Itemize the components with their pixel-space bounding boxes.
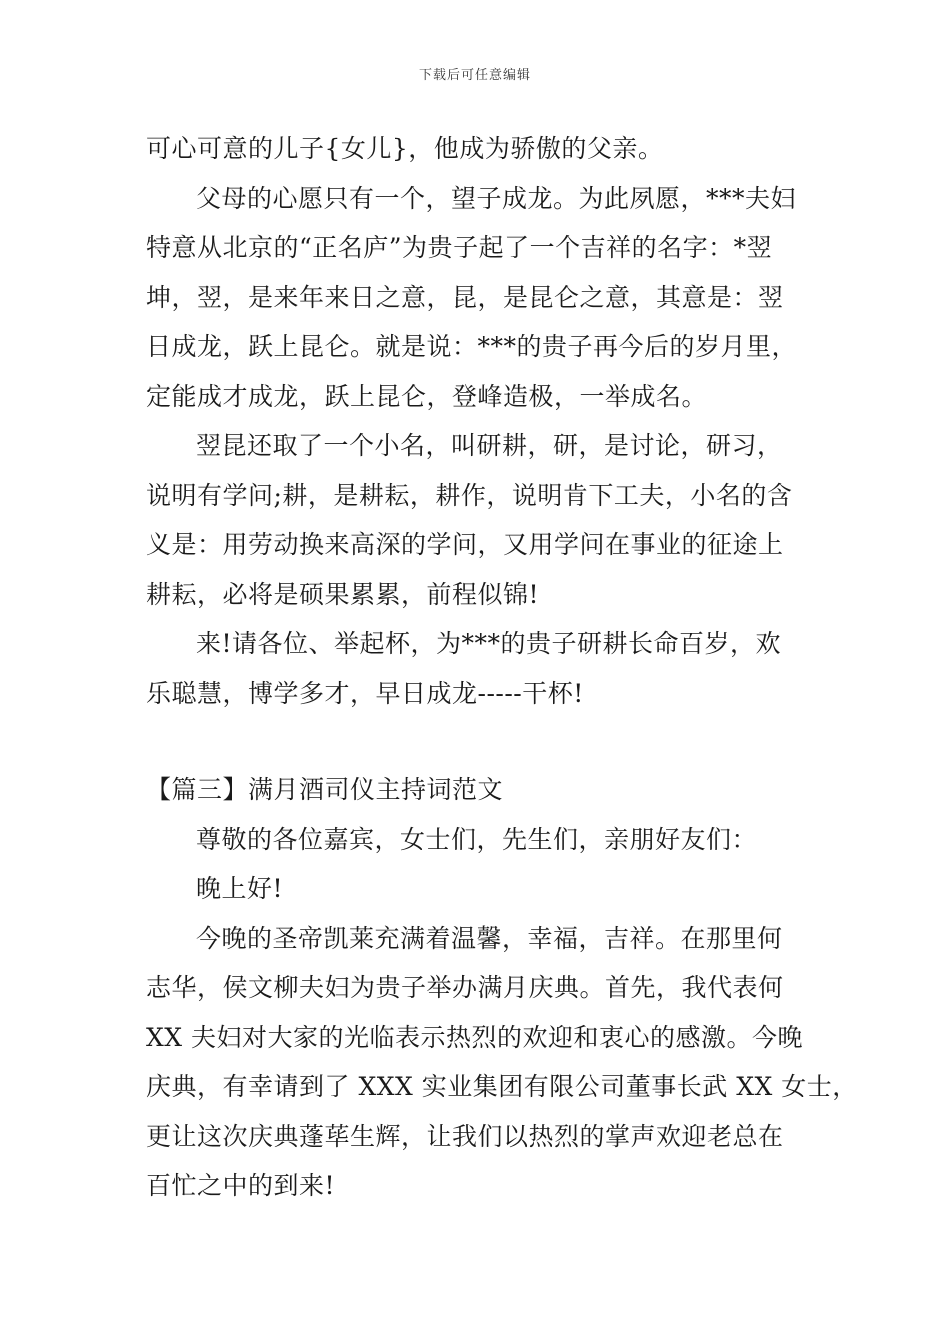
paragraph-line: 尊敬的各位嘉宾，女士们，先生们，亲朋好友们： <box>196 824 758 854</box>
paragraph-line: 耕耘，必将是硕果累累，前程似锦! <box>146 579 540 609</box>
paragraph-line: 今晚的圣帝凯莱充满着温馨，幸福，吉祥。在那里何 <box>196 923 783 953</box>
paragraph-line: 义是：用劳动换来高深的学问，又用学问在事业的征途上 <box>146 530 784 559</box>
paragraph-line: 翌昆还取了一个小名，叫研耕，研，是讨论，研习， <box>196 431 783 460</box>
paragraph-line: 更让这次庆典蓬荜生辉，让我们以热烈的掌声欢迎老总在 <box>146 1121 784 1151</box>
section-spacer <box>146 718 846 765</box>
paragraph-line: 乐聪慧，博学多才，早日成龙-----干杯! <box>146 678 584 708</box>
page-header: 下载后可任意编辑 <box>418 68 531 83</box>
paragraph-line: 晚上好! <box>196 874 284 903</box>
paragraph-line: 日成龙，跃上昆仑。就是说：***的贵子再今后的岁月里， <box>146 332 798 361</box>
paragraph-line: 说明有学问;耕，是耕耘，耕作，说明肯下工夫，小名的含 <box>146 480 793 510</box>
paragraph-line: 定能成才成龙，跃上昆仑，登峰造极，一举成名。 <box>146 381 708 411</box>
paragraph-line: 坤，翌，是来年来日之意，昆，是昆仑之意，其意是：翌 <box>146 282 784 312</box>
section-heading: 【篇三】满月酒司仪主持词范文 <box>146 775 504 804</box>
paragraph-line: 来!请各位、举起杯，为***的贵子研耕长命百岁，欢 <box>196 629 782 658</box>
paragraph-line: 百忙之中的到来! <box>146 1171 336 1200</box>
paragraph-line: XX 夫妇对大家的光临表示热烈的欢迎和衷心的感激。今晚 <box>146 1022 804 1052</box>
paragraph-line: 可心可意的儿子{女儿}，他成为骄傲的父亲。 <box>146 134 664 163</box>
paragraph-line: 特意从北京的“正名庐”为贵子起了一个吉祥的名字：*翌 <box>146 233 773 262</box>
paragraph-line: 父母的心愿只有一个，望子成龙。为此夙愿，***夫妇 <box>196 183 797 213</box>
document-body <box>146 124 858 1211</box>
paragraph-line: 志华，侯文柳夫妇为贵子举办满月庆典。首先，我代表何 <box>146 973 784 1002</box>
paragraph-line: 庆典，有幸请到了 XXX 实业集团有限公司董事长武 XX 女士， <box>146 1072 858 1101</box>
